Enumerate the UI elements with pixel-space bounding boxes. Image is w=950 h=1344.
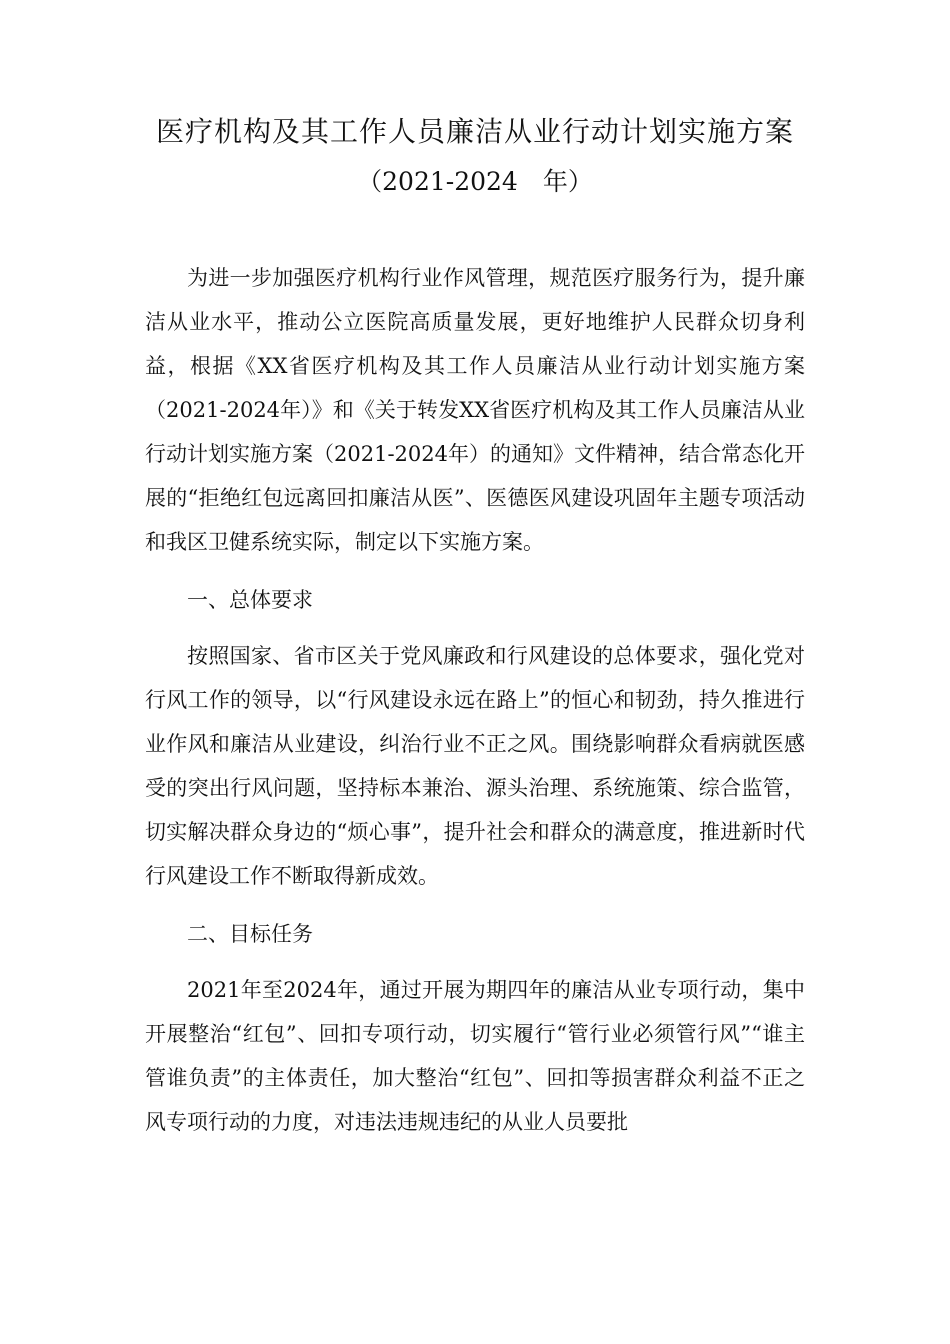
document-title: 医疗机构及其工作人员廉洁从业行动计划实施方案 [155,115,794,148]
intro-paragraph: 为进一步加强医疗机构行业作风管理，规范医疗服务行为，提升廉洁从业水平，推动公立医院高质量发展，更好地维护人民群众切身利益，根据《XX省医疗机构及其工作人员廉洁从业行动计划实施方案（2021-2024年）》和《关于转发XX省医疗机构及其工作人员廉洁从业行动计划实施方案（2021-2024年）的通知》文件精神，结合常态化开展的“拒绝红包远离回扣廉洁从医”、医德医风建设巩固年主题专项活动和我区卫健系统实际，制定以下实施方案。 [145,266,805,554]
section-heading-goals-tasks: 二、目标任务 [187,922,313,946]
document-body [145,256,805,1158]
document-subtitle: （2021-2024 年） [357,167,593,196]
overall-requirements-paragraph: 按照国家、省市区关于党风廉政和行风建设的总体要求，强化党对行风工作的领导，以“行风建设永远在路上”的恒心和韧劲，持久推进行业作风和廉洁从业建设，纠治行业不正之风。围绕影响群众看病就医感受的突出行风问题，坚持标本兼治、源头治理、系统施策、综合监管，切实解决群众身边的“烦心事”，提升社会和群众的满意度，推进新时代行风建设工作不断取得新成效。 [145,644,805,888]
goals-tasks-paragraph: 2021年至2024年，通过开展为期四年的廉洁从业专项行动，集中开展整治“红包”、回扣专项行动，切实履行“管行业必须管行风”“谁主管谁负责”的主体责任，加大整治“红包”、回扣等损害群众利益不正之风专项行动的力度，对违法违规违纪的从业人员要批 [145,978,805,1134]
section-heading-overall-requirements: 一、总体要求 [187,588,313,612]
